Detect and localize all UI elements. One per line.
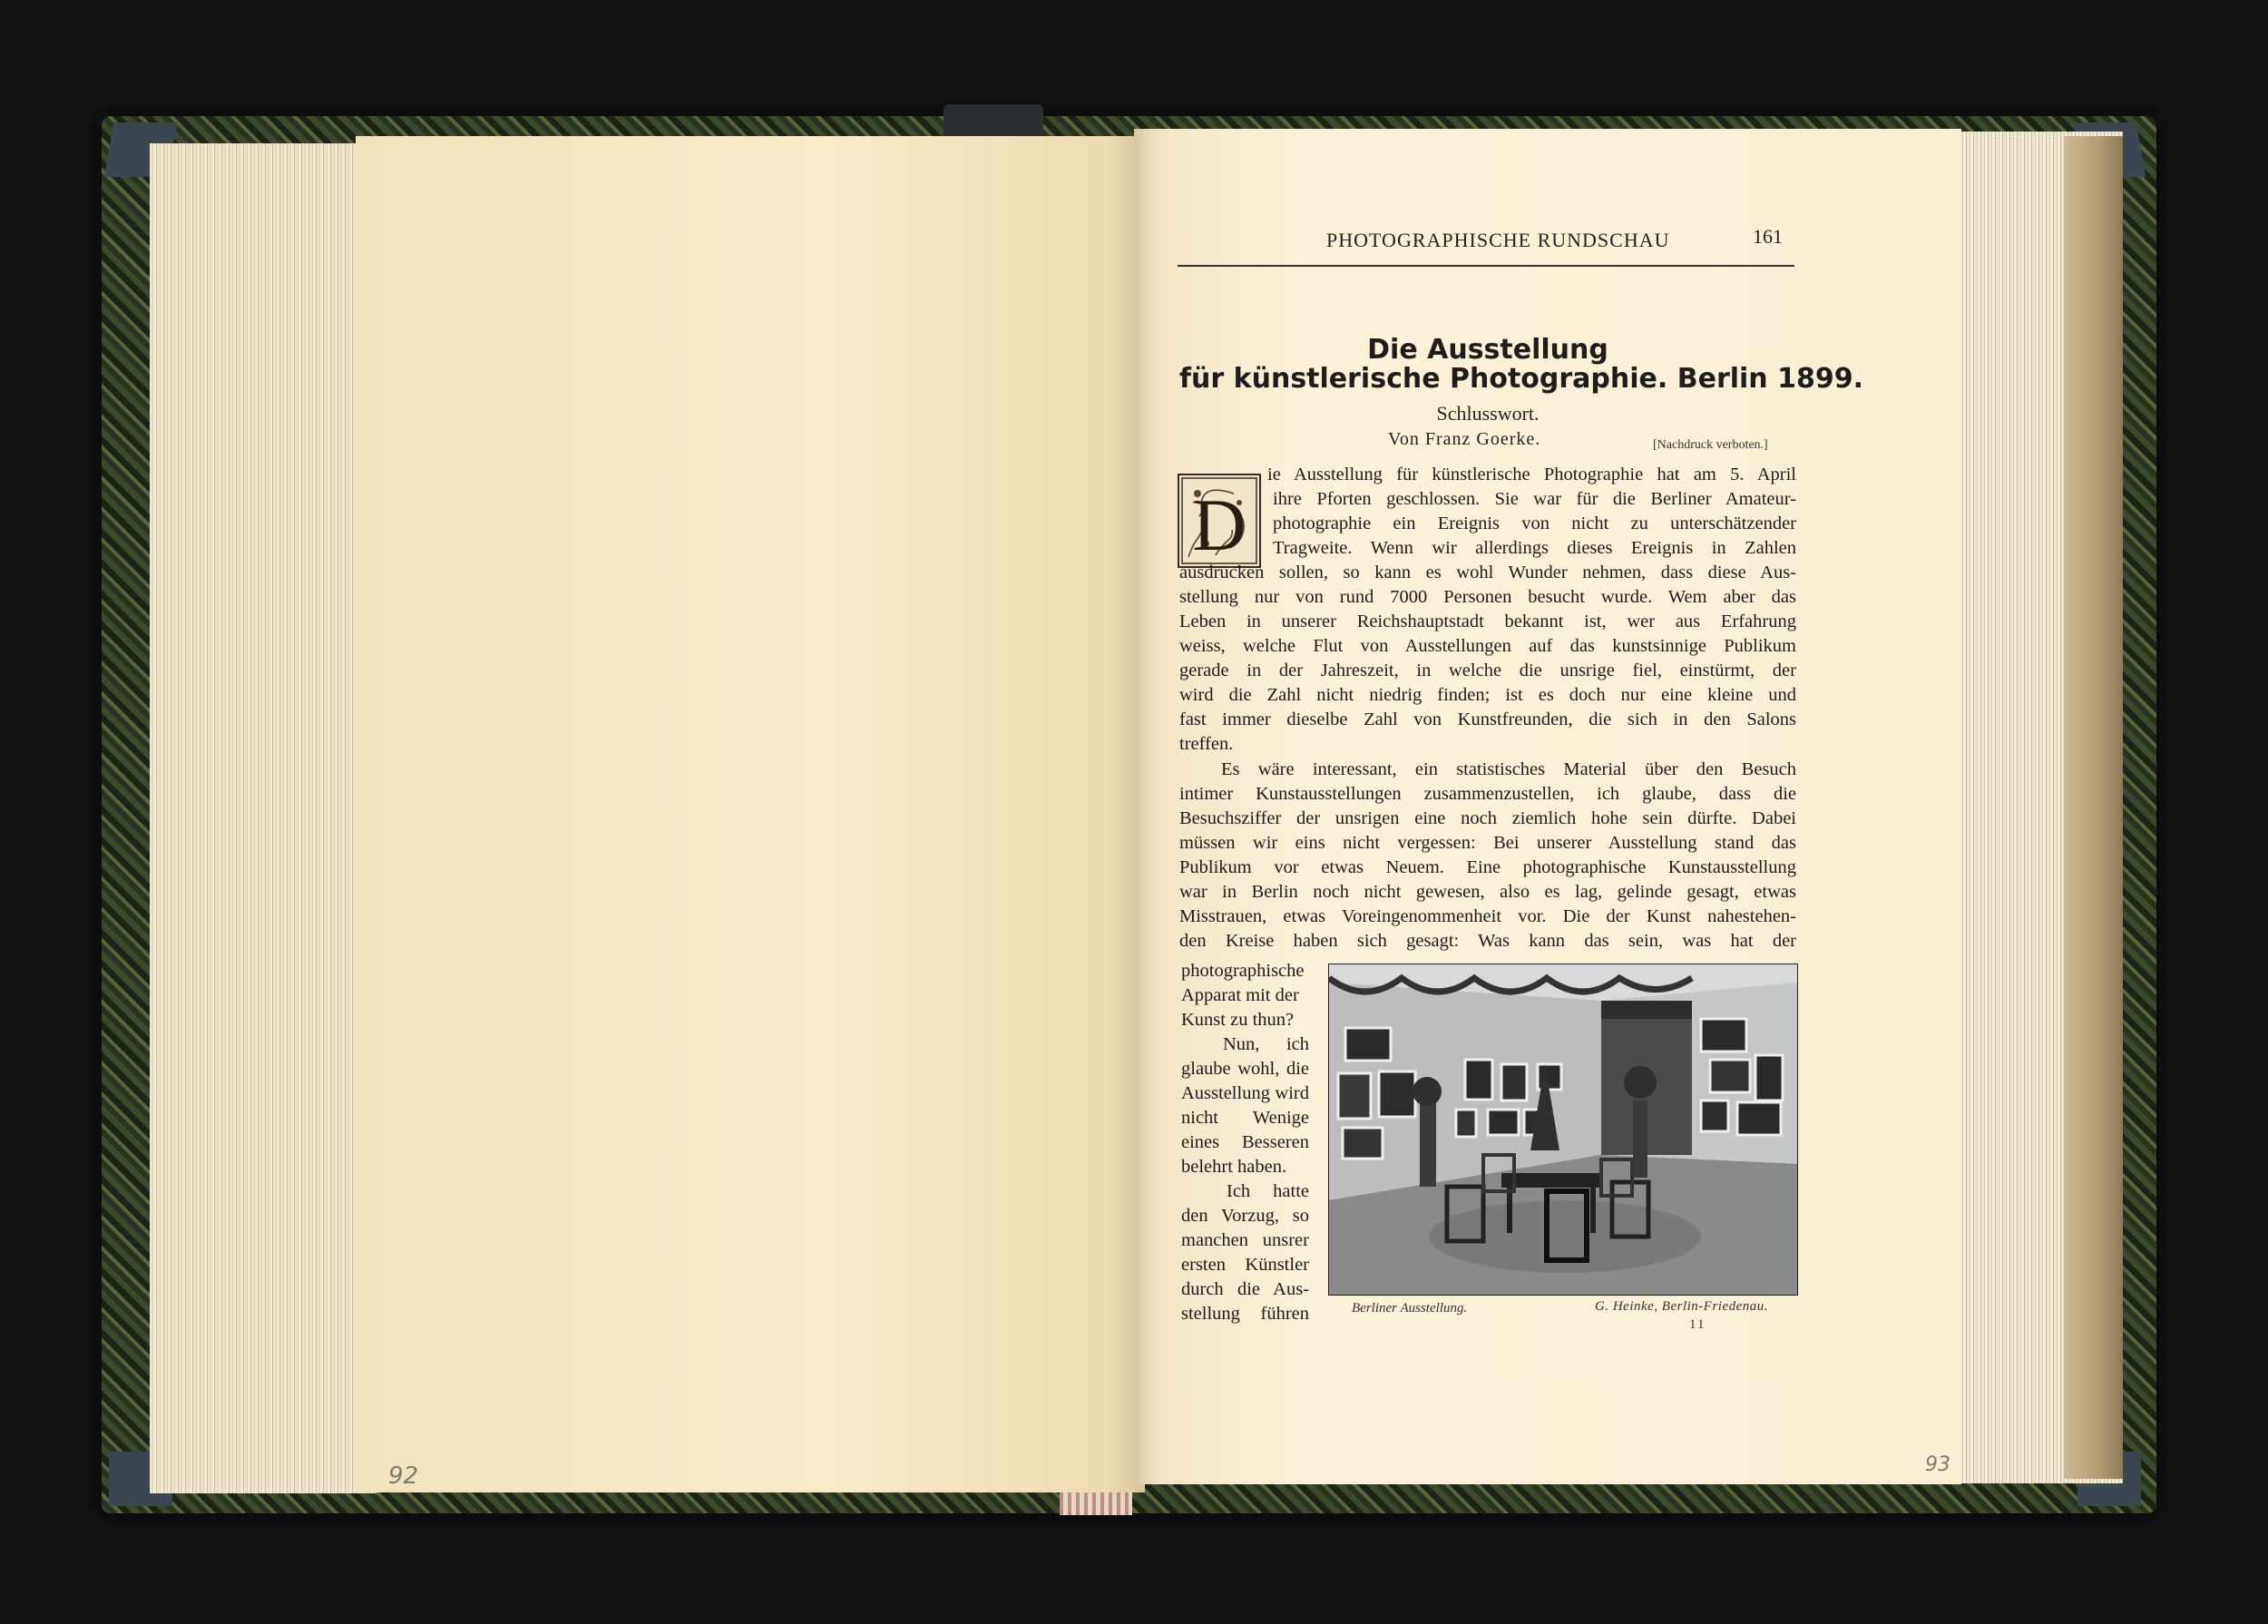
- text-line: Nun, ich: [1223, 1034, 1309, 1054]
- book-spine: [943, 104, 1043, 141]
- article-title-line-1: Die Ausstellung: [1367, 334, 1608, 366]
- page-number: 161: [1753, 225, 1783, 248]
- text-line: durch die Aus-: [1181, 1279, 1309, 1299]
- text-line: stellung nur von rund 7000 Personen besucht wurde. Wem aber das: [1179, 587, 1796, 607]
- text-line: nicht Wenige: [1181, 1108, 1309, 1128]
- rights-notice: [Nachdruck verboten.]: [1653, 438, 1768, 452]
- text-line: ausdrücken sollen, so kann es wohl Wunder nehmen, dass diese Aus-: [1179, 563, 1796, 582]
- text-line: müssen wir eins nicht vergessen: Bei unserer Ausstellung stand das: [1179, 833, 1796, 853]
- article-byline: Von Franz Goerke.: [1388, 429, 1541, 449]
- text-line: belehrt haben.: [1181, 1157, 1287, 1177]
- photo-credit: G. Heinke, Berlin-Friedenau.: [1595, 1299, 1769, 1314]
- text-line: manchen unsrer: [1181, 1230, 1309, 1250]
- text-line: den Vorzug, so: [1181, 1206, 1309, 1226]
- text-line: Leben in unserer Reichshauptstadt bekannt ist, wer aus Erfahrung: [1179, 611, 1796, 631]
- text-line: ie Ausstellung für künstlerische Photographie hat am 5. April: [1267, 465, 1796, 484]
- text-line: treffen.: [1179, 734, 1234, 754]
- running-head: PHOTOGRAPHISCHE RUNDSCHAU: [1326, 229, 1670, 251]
- text-line: gerade in der Jahreszeit, in welche die unsrige fiel, einstürmt, der: [1179, 660, 1796, 680]
- header-rule: [1178, 265, 1794, 267]
- signature-mark: 11: [1689, 1317, 1706, 1332]
- drop-cap: [1178, 474, 1261, 568]
- page-edges-right-shadow: [2064, 136, 2123, 1479]
- text-line: Ich hatte: [1227, 1181, 1309, 1201]
- exhibition-photograph: [1328, 964, 1798, 1296]
- pencil-folio-left: 92: [388, 1463, 419, 1490]
- text-line: den Kreise haben sich gesagt: Was kann das sein, was hat der: [1179, 931, 1796, 951]
- text-line: weiss, welche Flut von Ausstellungen auf das kunstsinnige Publikum: [1179, 636, 1796, 656]
- text-line: stellung führen: [1181, 1304, 1309, 1324]
- left-page: [356, 136, 1145, 1492]
- text-line: Publikum vor etwas Neuem. Eine photographische Kunstausstellung: [1179, 857, 1796, 877]
- text-line: intimer Kunstausstellungen zusammenzustellen, ich glaube, dass die: [1179, 784, 1796, 804]
- text-line: fast immer dieselbe Zahl von Kunstfreunden, die sich in den Salons: [1179, 709, 1796, 729]
- exhibition-room-image: [1329, 964, 1797, 1295]
- text-line: eines Besseren: [1181, 1132, 1309, 1152]
- drop-cap-ornament: [1179, 475, 1259, 566]
- text-line: Misstrauen, etwas Voreingenommenheit vor. Die der Kunst nahestehen-: [1179, 906, 1796, 926]
- page-edges-left: [150, 143, 376, 1493]
- text-line: glaube wohl, die: [1181, 1059, 1309, 1079]
- text-line: Apparat mit der: [1181, 985, 1299, 1005]
- text-line: photographische: [1181, 961, 1305, 981]
- article-title-line-2: für künstlerische Photographie. Berlin 1899.: [1179, 363, 1863, 395]
- text-line: Besuchsziffer der unsrigen eine noch ziemlich hohe sein dürfte. Dabei: [1179, 808, 1796, 828]
- text-line: ihre Pforten geschlossen. Sie war für die Berliner Amateur-: [1273, 489, 1796, 509]
- drop-cap-letter: D: [1192, 484, 1246, 566]
- photo-caption-left: Berliner Ausstellung.: [1352, 1301, 1468, 1316]
- text-line: Kunst zu thun?: [1181, 1010, 1295, 1030]
- article-subtitle: Schlusswort.: [1436, 402, 1540, 425]
- pencil-folio-right: 93: [1925, 1453, 1950, 1476]
- text-line: photographie ein Ereignis von nicht zu unterschätzender: [1273, 514, 1796, 533]
- text-line: wird die Zahl nicht niedrig finden; ist es doch nur eine kleine und: [1179, 685, 1796, 705]
- text-line: war in Berlin noch nicht gewesen, also es lag, gelinde gesagt, etwas: [1179, 882, 1796, 902]
- text-line: ersten Künstler: [1181, 1255, 1309, 1275]
- text-line: Ausstellung wird: [1181, 1083, 1309, 1103]
- text-line: Tragweite. Wenn wir allerdings dieses Ereignis in Zahlen: [1273, 538, 1796, 558]
- text-line: Es wäre interessant, ein statistisches Material über den Besuch: [1221, 759, 1796, 779]
